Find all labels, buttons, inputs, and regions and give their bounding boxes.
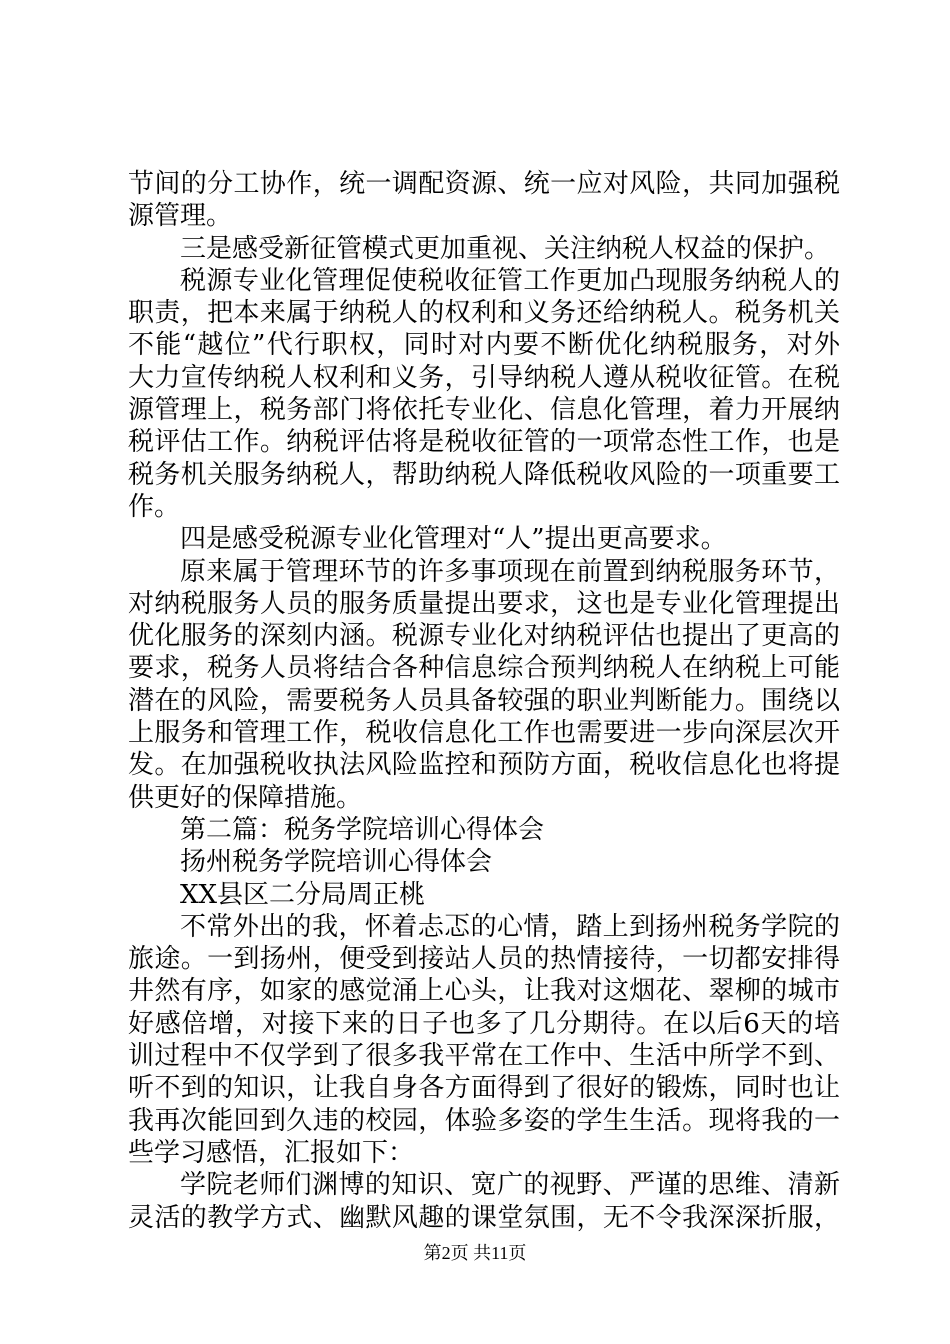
text-line: 税务机关服务纳税人，帮助纳税人降低税收风险的一项重要工 — [128, 459, 840, 490]
text-line: 灵活的教学方式、幽默风趣的课堂氛围，无不令我深深折服， — [128, 1202, 840, 1233]
text-line: 学院老师们渊博的知识、宽广的视野、严谨的思维、清新 — [180, 1170, 840, 1201]
text-line: 源管理。 — [128, 201, 233, 232]
page-number-footer: 第2页 共11页 — [423, 1243, 527, 1263]
text-line: 对纳税服务人员的服务质量提出要求，这也是专业化管理提出 — [128, 588, 840, 619]
text-line: 要求，税务人员将结合各种信息综合预判纳税人在纳税上可能 — [128, 653, 840, 684]
text-line: 税评估工作。纳税评估将是税收征管的一项常态性工作，也是 — [128, 427, 840, 458]
chapter-title: 第二篇：税务学院培训心得体会 — [180, 814, 545, 845]
text-line: 潜在的风险，需要税务人员具备较强的职业判断能力。围绕以 — [128, 685, 840, 716]
text-line: 职责，把本来属于纳税人的权利和义务还给纳税人。税务机关 — [128, 298, 840, 329]
author-line: XX县区二分局周正桃 — [180, 879, 426, 910]
document-body — [128, 168, 840, 1234]
text-line: 供更好的保障措施。 — [128, 782, 363, 813]
section-heading: 三是感受新征管模式更加重视、关注纳税人权益的保护。 — [180, 233, 831, 264]
text-line: 税源专业化管理促使税收征管工作更加凸现服务纳税人的 — [180, 265, 840, 296]
text-line: 上服务和管理工作，税收信息化工作也需要进一步向深层次开 — [128, 718, 840, 749]
text-line: 听不到的知识，让我自身各方面得到了很好的锻炼，同时也让 — [128, 1073, 840, 1104]
section-heading: 四是感受税源专业化管理对“人”提出更高要求。 — [180, 524, 727, 555]
text-line: 训过程中不仅学到了很多我平常在工作中、生活中所学不到、 — [128, 1041, 840, 1072]
text-line: 发。在加强税收执法风险监控和预防方面，税收信息化也将提 — [128, 750, 840, 781]
text-line: 不能“越位”代行职权，同时对内要不断优化纳税服务，对外 — [128, 330, 840, 361]
text-line: 原来属于管理环节的许多事项现在前置到纳税服务环节， — [180, 556, 840, 587]
text-line: 不常外出的我，怀着忐忑的心情，踏上到扬州税务学院的 — [180, 911, 840, 942]
article-title: 扬州税务学院培训心得体会 — [180, 847, 493, 878]
text-line: 作。 — [128, 491, 181, 522]
text-line: 好感倍增，对接下来的日子也多了几分期待。在以后6天的培 — [128, 1008, 840, 1039]
text-line: 大力宣传纳税人权利和义务，引导纳税人遵从税收征管。在税 — [128, 362, 840, 393]
text-line: 优化服务的深刻内涵。税源专业化对纳税评估也提出了更高的 — [128, 621, 840, 652]
text-line: 旅途。一到扬州，便受到接站人员的热情接待，一切都安排得 — [128, 944, 840, 975]
text-line: 井然有序，如家的感觉涌上心头，让我对这烟花、翠柳的城市 — [128, 976, 840, 1007]
text-line: 源管理上，税务部门将依托专业化、信息化管理，着力开展纳 — [128, 395, 840, 426]
text-line: 我再次能回到久违的校园，体验多姿的学生生活。现将我的一 — [128, 1105, 840, 1136]
text-line: 节间的分工协作，统一调配资源、统一应对风险，共同加强税 — [128, 169, 840, 199]
text-line: 些学习感悟，汇报如下： — [128, 1137, 415, 1168]
